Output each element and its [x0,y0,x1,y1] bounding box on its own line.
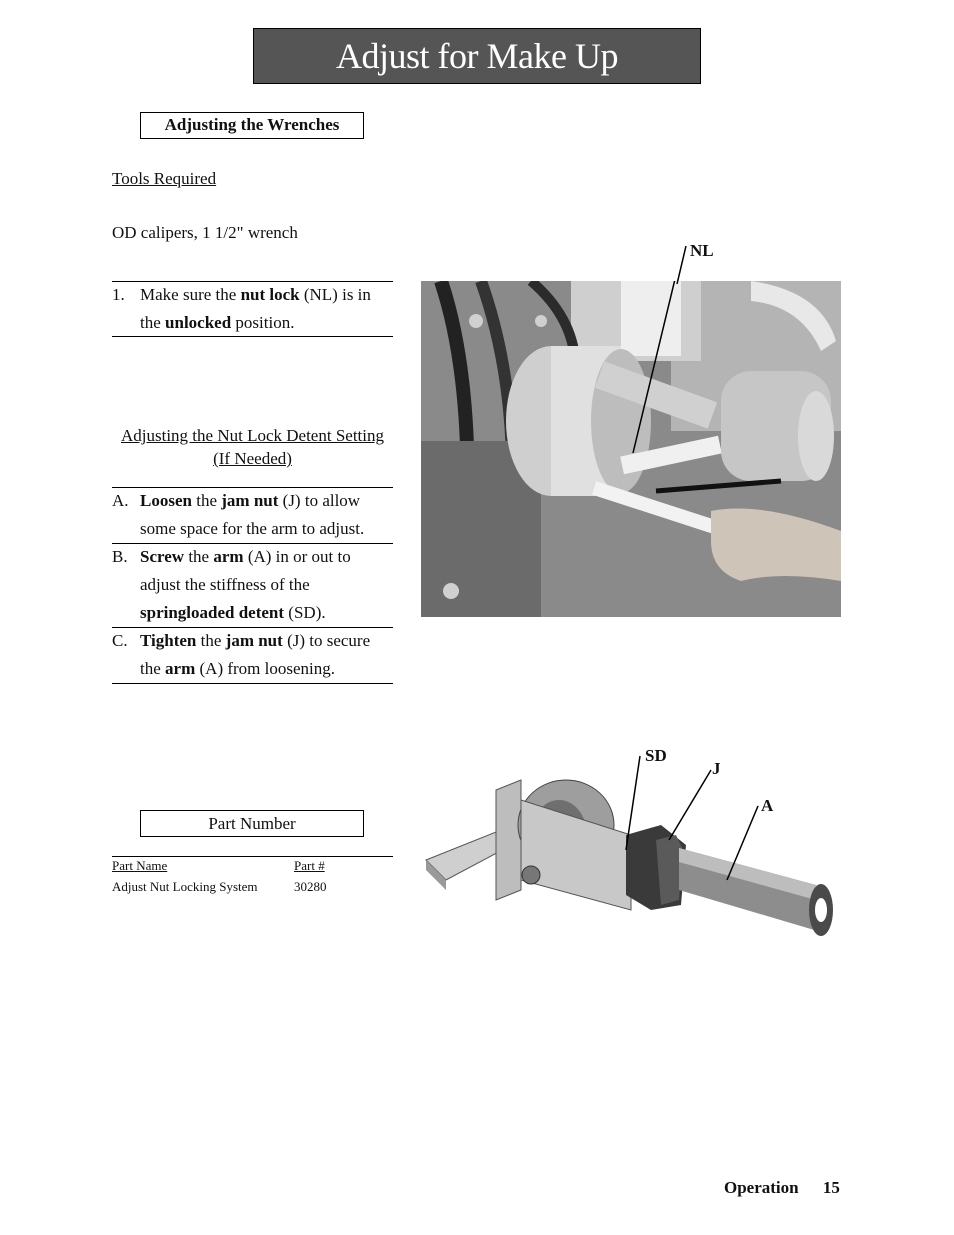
tools-text: OD calipers, 1 1/2" wrench [112,223,298,242]
step-letter: A. [112,491,129,510]
section-title: Adjusting the Wrenches [140,112,364,139]
part-number-title: Part Number [140,810,364,837]
step-b [112,543,393,627]
divider [112,336,393,337]
callout-j: J [712,759,721,778]
step-text: Tighten the jam nut (J) to secure the arm (A) from loosening. [140,631,371,678]
page-title: Adjust for Make Up [253,28,701,84]
step-letter: B. [112,547,128,566]
step-number: 1. [112,285,125,304]
page-footer [724,1178,840,1198]
callout-nl: NL [690,241,714,260]
part-number-cell: 30280 [294,879,327,894]
detent-heading: Adjusting the Nut Lock Detent Setting (If Needed) [121,426,384,468]
callout-a: A [761,796,774,815]
step-text: Loosen the jam nut (J) to allow some space for the arm to adjust. [140,491,365,538]
step-text: Screw the arm (A) in or out to adjust the stiffness of the springloaded detent (SD). [140,547,351,622]
footer-section: Operation [724,1178,799,1197]
step-c [112,627,393,683]
column-header-number: Part # [294,858,325,873]
step-letter: C. [112,631,128,650]
divider [112,683,393,684]
divider [112,856,393,857]
tools-heading: Tools Required [112,169,217,188]
step-text: Make sure the nut lock (NL) is in the unlocked position. [140,285,371,332]
page-number: 15 [822,1178,840,1197]
part-name-cell: Adjust Nut Locking System [112,879,258,894]
callout-line [630,244,690,284]
column-header-name: Part Name [112,858,168,873]
step-a [112,487,393,543]
nut-lock-diagram [421,740,851,950]
wrench-photo [421,281,841,617]
callout-sd: SD [645,746,667,765]
step-1 [112,281,393,336]
